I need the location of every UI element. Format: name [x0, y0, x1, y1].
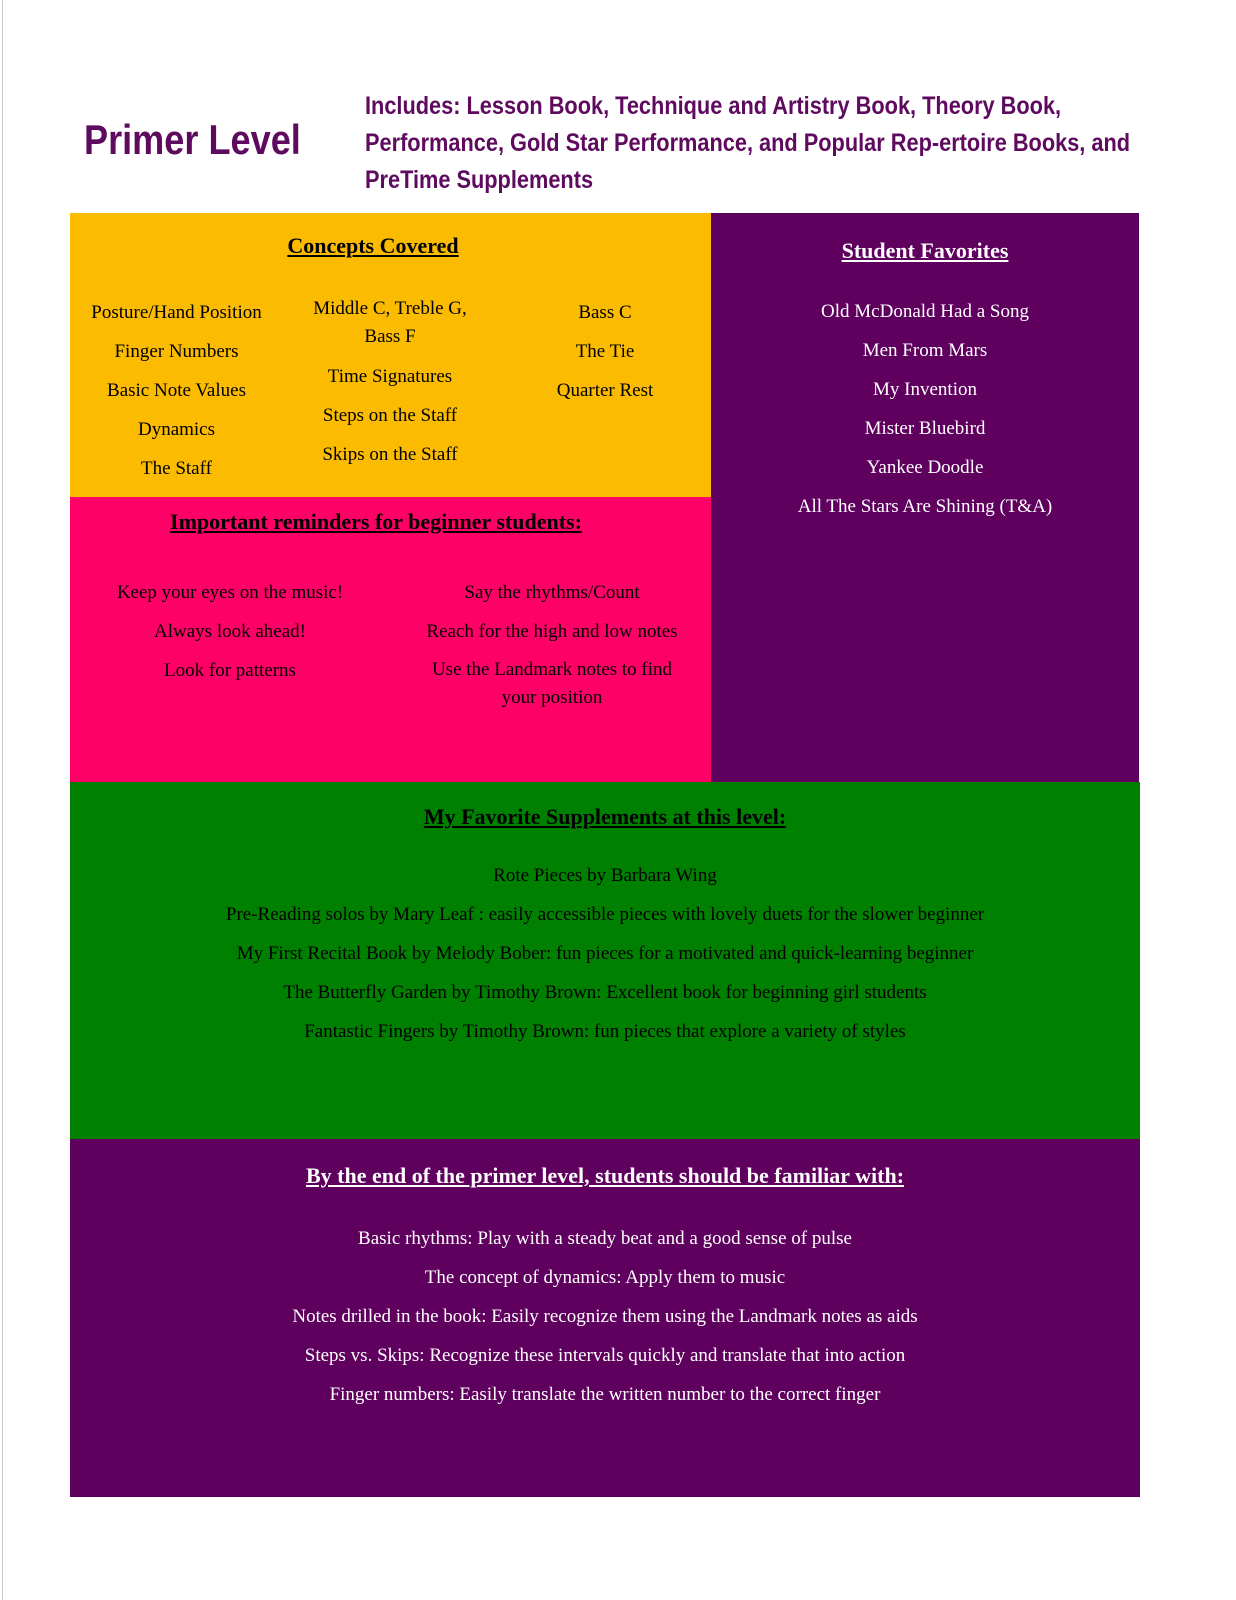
concept-item: Finger Numbers	[114, 341, 239, 362]
concept-item: Bass C	[578, 302, 632, 323]
supplement-item: Rote Pieces by Barbara Wing	[493, 865, 717, 886]
favorites-heading: Student Favorites	[841, 238, 1009, 263]
concept-item: Basic Note Values	[107, 380, 246, 401]
reminder-item: Use the Landmark notes to find your position	[431, 659, 673, 708]
goal-item: Finger numbers: Easily translate the written number to the correct finger	[329, 1384, 881, 1405]
reminder-item: Look for patterns	[164, 660, 296, 681]
favorites-section	[711, 213, 1139, 783]
favorite-item: All The Stars Are Shining (T&A)	[797, 496, 1053, 517]
includes-text: Includes: Lesson Book, Technique and Artistry Book, Theory Book, Performance, Gold Star Performance, and Popular Rep-ertoire Books, and PreTime Supplements	[365, 92, 1131, 194]
concept-item: The Staff	[141, 458, 212, 479]
supplement-item: Pre-Reading solos by Mary Leaf : easily accessible pieces with lovely duets for the slower beginner	[225, 904, 985, 925]
reminders-heading: Important reminders for beginner students:	[170, 509, 582, 534]
favorite-item: Old McDonald Had a Song	[821, 301, 1029, 322]
reminders-section	[70, 497, 712, 783]
concept-item: Skips on the Staff	[322, 444, 458, 465]
reminder-item: Reach for the high and low notes	[426, 621, 678, 642]
concept-item: Middle C, Treble G, Bass F	[313, 298, 467, 347]
concept-item: Dynamics	[137, 419, 216, 440]
reminder-item: Always look ahead!	[154, 621, 306, 642]
supplements-heading: My Favorite Supplements at this level:	[423, 804, 787, 829]
supplement-item: The Butterfly Garden by Timothy Brown: Excellent book for beginning girl students	[283, 982, 927, 1003]
page-edge	[2, 0, 3, 1600]
concepts-heading: Concepts Covered	[287, 233, 459, 258]
favorite-item: Yankee Doodle	[866, 457, 984, 478]
concept-item: The Tie	[575, 341, 635, 362]
concepts-section	[70, 213, 712, 498]
concept-item: Quarter Rest	[556, 380, 654, 401]
goals-heading: By the end of the primer level, students should be familiar with:	[305, 1163, 905, 1188]
concept-item: Steps on the Staff	[322, 405, 458, 426]
goal-item: Basic rhythms: Play with a steady beat and a good sense of pulse	[358, 1228, 852, 1249]
goal-item: Steps vs. Skips: Recognize these intervals quickly and translate that into action	[304, 1345, 906, 1366]
goal-item: The concept of dynamics: Apply them to music	[424, 1267, 786, 1288]
supplement-item: My First Recital Book by Melody Bober: fun pieces for a motivated and quick-learning beginner	[236, 943, 974, 964]
concept-item: Time Signatures	[327, 366, 453, 387]
favorite-item: Mister Bluebird	[864, 418, 986, 439]
favorite-item: My Invention	[873, 379, 977, 400]
concept-item: Posture/Hand Position	[91, 302, 262, 323]
reminder-item: Keep your eyes on the music!	[116, 582, 344, 603]
page-title: Primer Level	[84, 116, 301, 163]
goals-section	[70, 1139, 1140, 1497]
favorite-item: Men From Mars	[862, 340, 988, 361]
supplements-section	[70, 782, 1140, 1140]
reminder-item: Say the rhythms/Count	[464, 582, 640, 603]
supplement-item: Fantastic Fingers by Timothy Brown: fun pieces that explore a variety of styles	[304, 1021, 906, 1042]
goal-item: Notes drilled in the book: Easily recognize them using the Landmark notes as aids	[292, 1306, 918, 1327]
